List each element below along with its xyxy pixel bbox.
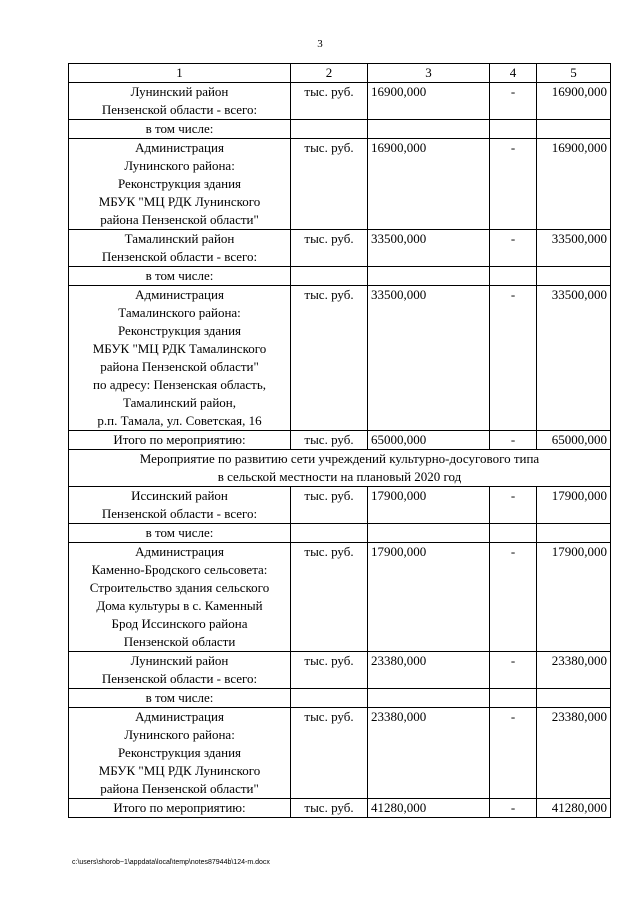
total-cell: 17900,000 <box>368 543 490 652</box>
column-5-cell <box>537 689 611 708</box>
column-5-cell <box>537 120 611 139</box>
unit-cell: тыс. руб. <box>291 83 368 120</box>
name-cell: Администрация Лунинского района: Реконструкция здания МБУК "МЦ РДК Лунинского района Пензенской области" <box>69 139 291 230</box>
footer-file-path: c:\users\shorob~1\appdata\local\temp\notes87944b\124-m.docx <box>72 859 270 866</box>
name-cell: в том числе: <box>69 524 291 543</box>
column-4-cell: - <box>490 83 537 120</box>
header-cell-1: 1 <box>69 64 291 83</box>
header-cell-2: 2 <box>291 64 368 83</box>
unit-cell: тыс. руб. <box>291 230 368 267</box>
column-5-cell: 65000,000 <box>537 431 611 450</box>
total-cell <box>368 267 490 286</box>
total-cell: 16900,000 <box>368 83 490 120</box>
name-cell: Тамалинский район Пензенской области - всего: <box>69 230 291 267</box>
total-cell: 33500,000 <box>368 230 490 267</box>
column-5-cell: 23380,000 <box>537 708 611 799</box>
unit-cell <box>291 524 368 543</box>
column-4-cell: - <box>490 708 537 799</box>
table-row <box>69 286 611 431</box>
table-row <box>69 267 611 286</box>
table-row <box>69 689 611 708</box>
total-cell: 23380,000 <box>368 708 490 799</box>
total-cell: 17900,000 <box>368 487 490 524</box>
column-4-cell <box>490 120 537 139</box>
table-row <box>69 230 611 267</box>
unit-cell: тыс. руб. <box>291 431 368 450</box>
column-4-cell: - <box>490 431 537 450</box>
name-cell: Лунинский район Пензенской области - всего: <box>69 652 291 689</box>
column-4-cell: - <box>490 487 537 524</box>
table-row <box>69 139 611 230</box>
name-cell: Лунинский район Пензенской области - всего: <box>69 83 291 120</box>
column-4-cell <box>490 689 537 708</box>
table-row <box>69 120 611 139</box>
name-cell: Итого по мероприятию: <box>69 431 291 450</box>
name-cell: Итого по мероприятию: <box>69 799 291 818</box>
column-4-cell: - <box>490 652 537 689</box>
name-cell: в том числе: <box>69 120 291 139</box>
unit-cell: тыс. руб. <box>291 799 368 818</box>
column-4-cell: - <box>490 286 537 431</box>
unit-cell: тыс. руб. <box>291 139 368 230</box>
column-5-cell: 16900,000 <box>537 83 611 120</box>
unit-cell: тыс. руб. <box>291 652 368 689</box>
unit-cell: тыс. руб. <box>291 286 368 431</box>
unit-cell: тыс. руб. <box>291 708 368 799</box>
header-cell-3: 3 <box>368 64 490 83</box>
total-cell <box>368 689 490 708</box>
table-row <box>69 708 611 799</box>
total-cell: 16900,000 <box>368 139 490 230</box>
unit-cell: тыс. руб. <box>291 543 368 652</box>
unit-cell <box>291 267 368 286</box>
table-row <box>69 524 611 543</box>
table-row <box>69 652 611 689</box>
table-row <box>69 543 611 652</box>
column-5-cell: 23380,000 <box>537 652 611 689</box>
table-row <box>69 799 611 818</box>
column-5-cell: 17900,000 <box>537 543 611 652</box>
unit-cell: тыс. руб. <box>291 487 368 524</box>
table-header-row <box>69 64 611 83</box>
column-5-cell: 33500,000 <box>537 230 611 267</box>
column-5-cell <box>537 267 611 286</box>
budget-table <box>68 63 611 818</box>
column-4-cell: - <box>490 543 537 652</box>
table-row <box>69 487 611 524</box>
column-4-cell <box>490 524 537 543</box>
name-cell: Администрация Тамалинского района: Реконструкция здания МБУК "МЦ РДК Тамалинского района Пензенской области" по адресу: Пензенская область, Тамалинский район, р.п. Тамала, ул. Советская, 16 <box>69 286 291 431</box>
total-cell <box>368 524 490 543</box>
column-5-cell: 41280,000 <box>537 799 611 818</box>
total-cell <box>368 120 490 139</box>
header-cell-5: 5 <box>537 64 611 83</box>
header-cell-4: 4 <box>490 64 537 83</box>
total-cell: 33500,000 <box>368 286 490 431</box>
column-5-cell: 33500,000 <box>537 286 611 431</box>
name-cell: в том числе: <box>69 689 291 708</box>
name-cell: Администрация Каменно-Бродского сельсовета: Строительство здания сельского Дома культуры в с. Каменный Брод Иссинского района Пензенской области <box>69 543 291 652</box>
column-4-cell: - <box>490 230 537 267</box>
name-cell: в том числе: <box>69 267 291 286</box>
column-5-cell: 16900,000 <box>537 139 611 230</box>
unit-cell <box>291 689 368 708</box>
column-4-cell <box>490 267 537 286</box>
unit-cell <box>291 120 368 139</box>
table-row <box>69 431 611 450</box>
name-cell: Администрация Лунинского района: Реконструкция здания МБУК "МЦ РДК Лунинского района Пензенской области" <box>69 708 291 799</box>
total-cell: 65000,000 <box>368 431 490 450</box>
column-4-cell: - <box>490 799 537 818</box>
total-cell: 23380,000 <box>368 652 490 689</box>
total-cell: 41280,000 <box>368 799 490 818</box>
column-5-cell <box>537 524 611 543</box>
section-row <box>69 450 611 487</box>
name-cell: Иссинский район Пензенской области - всего: <box>69 487 291 524</box>
page-number: 3 <box>317 38 323 50</box>
section-title-cell: Мероприятие по развитию сети учреждений культурно-досугового типа в сельской местности на плановый 2020 год <box>69 450 611 487</box>
column-5-cell: 17900,000 <box>537 487 611 524</box>
table-row <box>69 83 611 120</box>
column-4-cell: - <box>490 139 537 230</box>
